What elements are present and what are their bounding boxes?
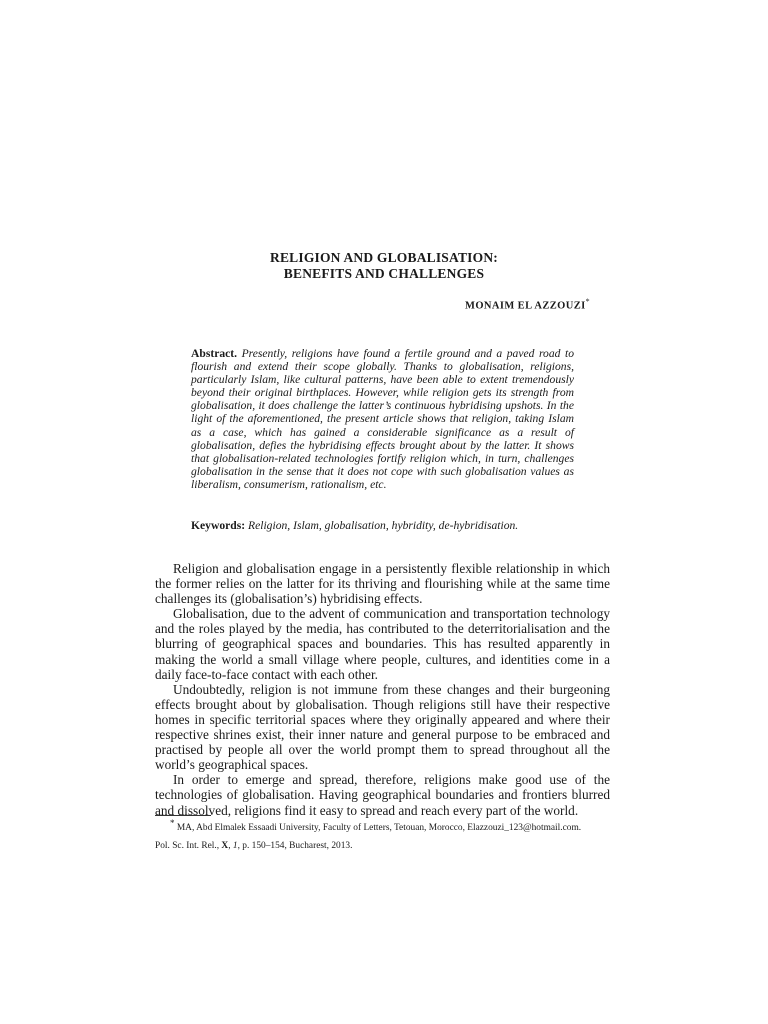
footnote-text: MA, Abd Elmalek Essaadi University, Faculty of Letters, Tetouan, Morocco, Elazzouzi_123@hotmail.com. [176, 823, 582, 834]
abstract [191, 347, 574, 491]
article-title [0, 250, 768, 282]
abstract-text: Presently, religions have found a fertile ground and a paved road to flourish and extend their scope globally. Thanks to globalisation, religions, particularly Islam, like cultural patterns, have been able to extent tremendously beyond their original birthplaces. However, while religion gets its strength from globalisation, it does challenge the latter’s continuous hybridising upshots. In the light of the aforementioned, the present article shows that religion, taking Islam as a case, which has gained a considerable significance as a result of globalisation, defies the hybridising effects brought about by the latter. It shows that globalisation-related technologies fortify religion which, in turn, challenges globalisation in the sense that it does not cope with such globalisation values as liberalism, consumerism, rationalism, etc. [191, 347, 574, 491]
footnote-marker: * [170, 818, 175, 828]
footnote-rule [155, 815, 211, 816]
body-paragraph: Religion and globalisation engage in a persistently flexible relationship in which the former relies on the latter for its thriving and flourishing while at the same time challenges its (globalisation’s) hybridising effects. [155, 561, 610, 607]
author-footnote-marker: * [585, 297, 590, 306]
author-line [465, 297, 590, 312]
title-line-2: BENEFITS AND CHALLENGES [283, 266, 485, 281]
title-line-1: RELIGION AND GLOBALISATION: [270, 250, 498, 265]
citation-rest: , p. 150–154, Bucharest, 2013. [237, 841, 353, 851]
abstract-label: Abstract. [191, 347, 238, 360]
keywords-label: Keywords: [191, 519, 246, 532]
citation-volume: X [221, 841, 229, 851]
body-paragraph: Undoubtedly, religion is not immune from these changes and their burgeoning effects brought about by globalisation. Though religions still have their respective homes in specific territorial spaces where they originally appeared and where their respective shrines exist, their inner nature and general purpose to be embraced and practised by people all over the world prompt them to spread throughout all the world’s geographical spaces. [155, 681, 610, 773]
footnote [170, 817, 581, 834]
keywords-text: Religion, Islam, globalisation, hybridity, de-hybridisation. [248, 519, 519, 532]
keywords [191, 519, 591, 532]
citation-issue: 1 [232, 841, 238, 851]
author-name: MONAIM EL AZZOUZI [465, 300, 586, 312]
body-text [155, 561, 610, 818]
citation-prefix: Pol. Sc. Int. Rel., [155, 841, 220, 851]
body-paragraph: In order to emerge and spread, therefore, religions make good use of the technologies of globalisation. Having geographical boundaries and frontiers blurred and dissolved, religions find it easy to spread and reach every part of the world. [155, 772, 610, 818]
body-paragraph: Globalisation, due to the advent of communication and transportation technology and the roles played by the media, has contributed to the deterritorialisation and the blurring of geographical spaces and boundaries. This has resulted apparently in making the world a small village where people, cultures, and identities come in a daily face-to-face contact with each other. [155, 606, 610, 682]
journal-citation: Pol. Sc. Int. Rel., X, 1, p. 150–154, Bucharest, 2013. [155, 841, 353, 851]
